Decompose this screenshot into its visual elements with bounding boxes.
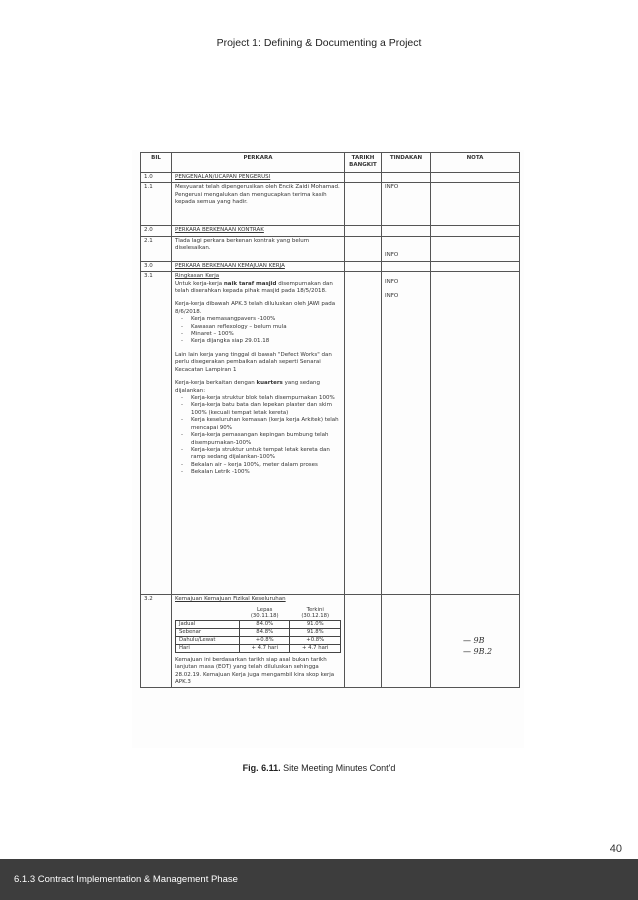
col-tindakan: TINDAKAN (382, 153, 431, 173)
item-text (172, 595, 345, 688)
list-item: - Kerja-kerja pemasangan kepingan bumbung telah disempurnakan-100% (191, 432, 341, 447)
item-heading: Kemajuan Kemajuan Fizikal Keseluruhan (175, 596, 286, 603)
list-item: - Bekalan air – kerja 100%, meter dalam proses (191, 462, 341, 469)
item-text: Mesyuarat telah dipengerusikan oleh Encik Zaidi Mohamad. Pengerusi mengalukan dan mengucapkan terima kasih kepada semua yang hadir. (172, 183, 345, 226)
col-lepas-date: (30.11.18) (250, 613, 279, 620)
col-bil: BIL (141, 153, 172, 173)
handwritten-note: — 9B.2 (463, 647, 493, 656)
minutes-table (140, 152, 520, 688)
table-row (141, 183, 520, 226)
paragraph: Kerja-kerja dibawah APK.3 telah diluluskan oleh JAWI pada 8/6/2018. (175, 301, 336, 315)
list-item: - Bekalan Letrik -100% (191, 469, 341, 476)
section-number: 2.0 (141, 226, 172, 236)
list-item: - Kerja-kerja struktur untuk tempat letak kereta dan ramp sedang dijalankan-100% (191, 447, 341, 462)
col-terkini-date: (30.12.18) (301, 613, 330, 620)
section-title: PERKARA BERKENAAN KONTRAK (172, 226, 345, 236)
item-text: Tiada lagi perkara berkenan kontrak yang belum diselesaikan. (172, 236, 345, 261)
col-perkara: PERKARA (172, 153, 345, 173)
paragraph: Kemajuan ini berdasarkan tarikh siap asal bukan tarikh lanjutan masa (EOT) yang telah diluluskan sehingga 28.02.19. Kemajuan Kerja juga mengambil kira skop kerja APK.3 (175, 656, 335, 686)
table-row (141, 236, 520, 261)
footer-text: 6.1.3 Contract Implementation & Management Phase (14, 874, 238, 885)
item-heading: Ringkasan Kerja (175, 273, 220, 280)
list-item: - Kerja-kerja struktur blok telah disempurnakan 100% (191, 395, 341, 402)
section-row (141, 226, 520, 236)
item-number: 3.2 (141, 595, 172, 688)
figure-caption (0, 763, 638, 773)
list-item: - Minaret – 100% (191, 331, 341, 338)
col-lepas-title: Lepas (256, 606, 273, 613)
work-list (175, 395, 341, 477)
page-number: 40 (609, 843, 622, 855)
section-number: 3.0 (141, 261, 172, 271)
page-header-title: Project 1: Defining & Documenting a Project (216, 37, 422, 49)
list-item: - Kerja dijangka siap 29.01.18 (191, 338, 341, 345)
paragraph: Lain lain kerja yang tinggal di bawah "Defect Works" dan perlu disegerakan pembaikan adalah seperti Senarai Kecacatan Lampiran 1 (175, 351, 332, 373)
section-title: PERKARA BERKENAAN KEMAJUAN KERJA (172, 261, 345, 271)
item-text: Ringkasan Kerja Untuk kerja-kerja naik taraf masjid disempurnakan dan telah diserahkan kepada pihak masjid pada 18/5/2018. Kerja-kerja dibawah APK.3 telah diluluskan oleh JAWI pada 8/6/2018. - Kerja memasangpavers -100% - Kawasan reflexology – belum mula - Minaret – 100% - Kerja dijangka siap 29.01.18 Lain lain kerja yang tinggal di bawah "Defect Works" dan perlu disegerakan pembaikan adalah seperti Senarai Kecacatan Lampiran 1 Kerja-kerja berkaitan dengan kuarters yang sedang dijalankan: - Kerja-kerja struktur blok telah disempurnakan 100% - Kerja-kerja batu bata dan lepekan plaster dan skim 100% (kecuali tempat letak kereta) - Kerja keseluruhan kemasan (kerja kerja Arkitek) telah mencapai 90% - Kerja-kerja pemasangan kepingan bumbung telah disempurnakan-100% - Kerja-kerja struktur untuk tempat letak kereta dan ramp sedang dijalankan-100% - Bekalan air – kerja 100%, meter dalam proses - Bekalan Letrik -100% (172, 272, 345, 595)
list-item: - Kawasan reflexology – belum mula (191, 324, 341, 331)
item-action: INFO INFO (382, 272, 431, 595)
caption-text: Site Meeting Minutes Cont'd (280, 763, 396, 773)
section-title: PENGENALAN/UCAPAN PENGERUSI (172, 172, 345, 182)
col-tarikh: TARIKH BANGKIT (345, 153, 382, 173)
table-header-row (141, 153, 520, 173)
progress-row: Hari + 4.7 hari + 4.7 hari (176, 644, 341, 652)
footer-bar (0, 859, 638, 900)
progress-row: Sebenar 84.8% 91.8% (176, 629, 341, 637)
item-number: 2.1 (141, 236, 172, 261)
progress-row: Dahulu/Lewat +0.8% +0.8% (176, 637, 341, 645)
item-number: 1.1 (141, 183, 172, 226)
list-item: - Kerja memasangpavers -100% (191, 316, 341, 323)
section-row (141, 172, 520, 182)
progress-row: Jadual 84.0% 91.0% (176, 621, 341, 629)
item-action: INFO (382, 236, 431, 261)
scanned-minutes-image (132, 150, 524, 748)
section-row (141, 261, 520, 271)
work-list (175, 316, 341, 346)
col-terkini-title: Terkini (306, 606, 324, 613)
col-nota: NOTA (431, 153, 520, 173)
handwritten-note: — 9B (463, 636, 485, 645)
item-action: INFO (382, 183, 431, 226)
table-row (141, 272, 520, 595)
section-number: 1.0 (141, 172, 172, 182)
progress-table (175, 607, 341, 653)
item-number: 3.1 (141, 272, 172, 595)
figure-number: Fig. 6.11. (242, 763, 281, 773)
list-item: - Kerja keseluruhan kemasan (kerja kerja Arkitek) telah mencapai 90% (191, 417, 341, 432)
list-item: - Kerja-kerja batu bata dan lepekan plaster dan skim 100% (kecuali tempat letak kereta) (191, 402, 341, 417)
